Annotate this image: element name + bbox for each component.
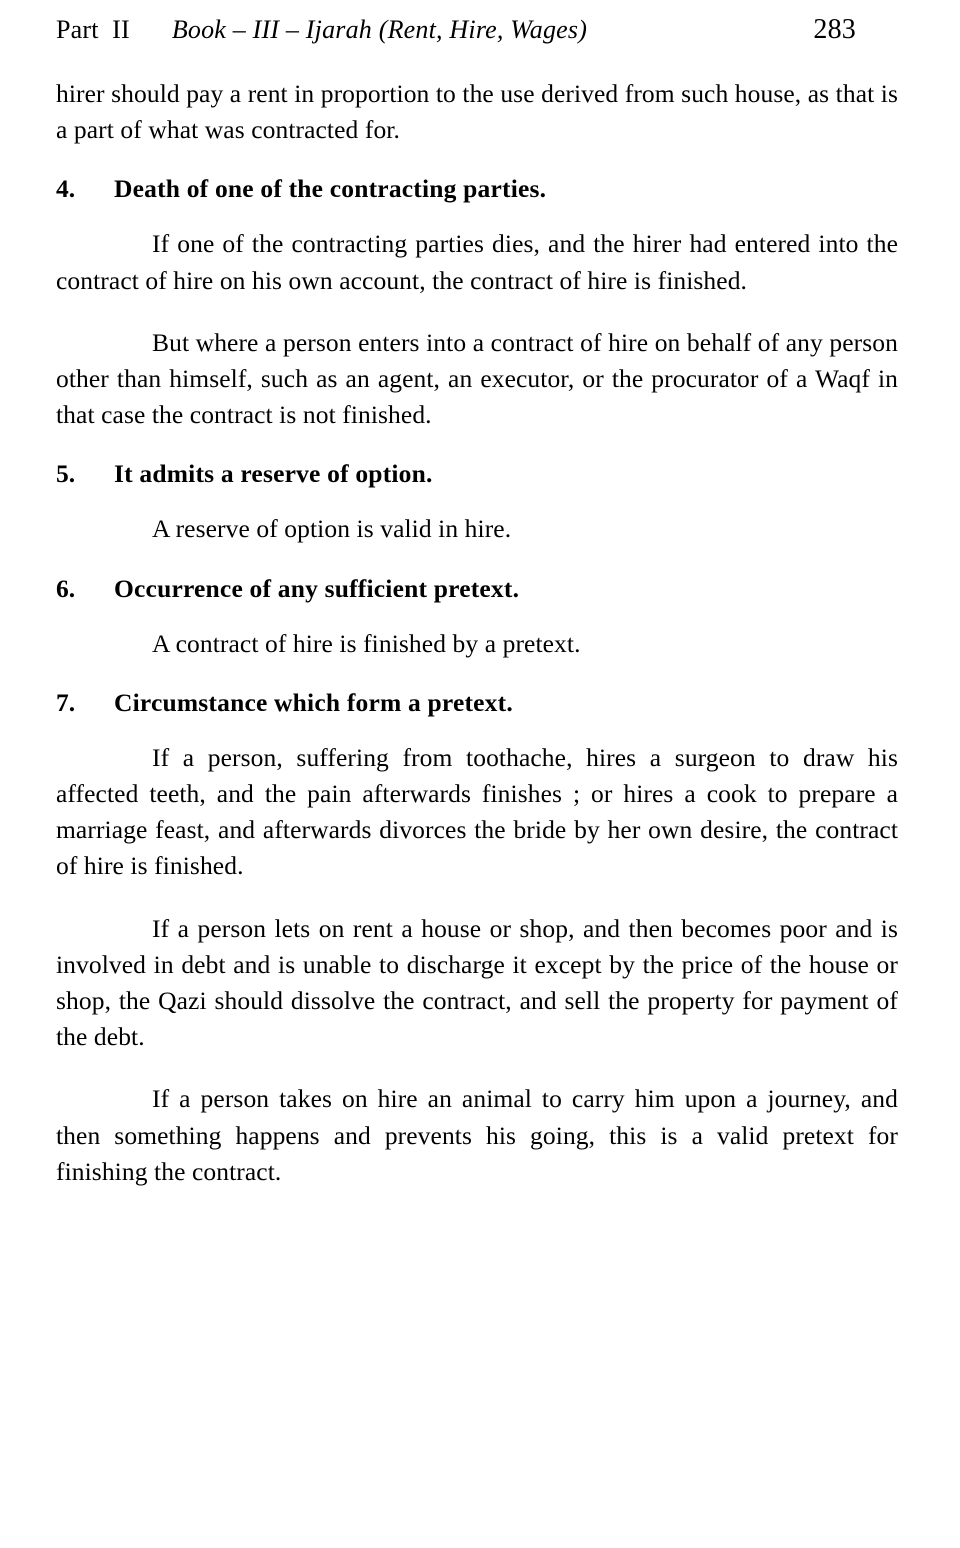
paragraph-7-3: If a person takes on hire an animal to carry him upon a journey, and then something happens and prevents his going, this is a valid pretext for finishing the contract. [56,1084,898,1186]
heading-5-number: 5. [56,459,76,489]
heading-6-title: Occurrence of any sufficient pretext. [114,573,520,603]
paragraph-6-1: A contract of hire is finished by a pretext. [152,628,581,658]
heading-item-6 [56,574,898,604]
paragraph-4-2: But where a person enters into a contract of hire on behalf of any person other than himself, such as an agent, an executor, or the procurator of a Waqf in that case the contract is not finished. [56,327,898,430]
page-number: 283 [813,14,856,45]
header-book-title: Book – III – Ijarah (Rent, Hire, Wages) [171,15,588,44]
heading-7-number: 7. [56,687,76,717]
heading-item-7 [56,688,898,718]
page-header [56,14,898,46]
paragraph-7-2: If a person lets on rent a house or shop, and then becomes poor and is involved in debt and is unable to discharge it except by the price of the house or shop, the Qazi should dissolve the contract, and sell the property for payment of the debt. [56,913,898,1052]
heading-item-5 [56,459,898,489]
paragraph-7-1: If a person, suffering from toothache, hires a surgeon to draw his affected teeth, and the pain afterwards finishes ; or hires a cook to prepare a marriage feast, and afterwards divorces the bride by her own desire, the contract of hire is finished. [56,742,898,881]
paragraph-intro: hirer should pay a rent in proportion to the use derived from such house, as that is a part of what was contracted for. [56,79,898,145]
header-part-label: Part II [56,15,130,44]
paragraph-5-1: A reserve of option is valid in hire. [152,514,512,544]
paragraph-4-1: If one of the contracting parties dies, and the hirer had entered into the contract of hire on his own account, the contract of hire is finished. [56,229,898,295]
heading-4-number: 4. [56,174,76,204]
heading-5-title: It admits a reserve of option. [114,459,433,489]
heading-7-title: Circumstance which form a pretext. [114,687,513,717]
heading-4-title: Death of one of the contracting parties. [114,174,547,204]
heading-item-4 [56,174,898,204]
heading-6-number: 6. [56,573,76,603]
